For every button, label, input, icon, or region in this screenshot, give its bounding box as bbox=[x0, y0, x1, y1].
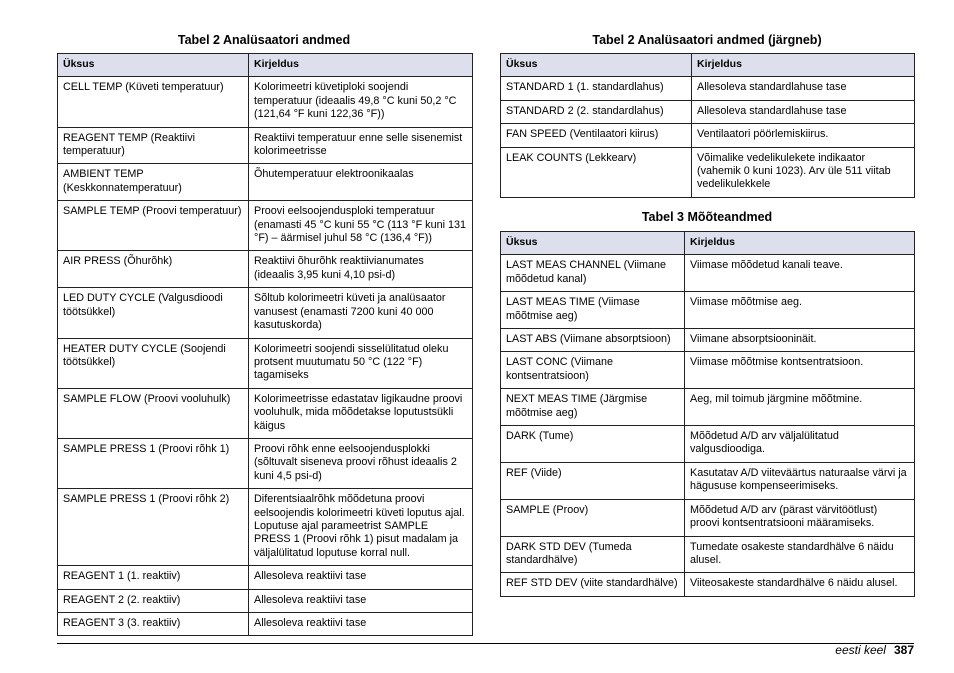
item-cell: LAST MEAS TIME (Viimase mõõtmise aeg) bbox=[501, 292, 685, 329]
description-cell: Reaktiivi temperatuur enne selle sisenemist kolorimeetrisse bbox=[249, 127, 473, 164]
footer-divider bbox=[57, 643, 914, 644]
description-cell: Viiteosakeste standardhälve 6 näidu alusel. bbox=[685, 573, 915, 596]
item-cell: DARK (Tume) bbox=[501, 426, 685, 463]
description-cell: Mõõdetud A/D arv väljalülitatud valgusdioodiga. bbox=[685, 426, 915, 463]
description-cell: Diferentsiaalrõhk mõõdetuna proovi eelsoojendis kolorimeetri küveti loputus ajal. Loputuse ajal parameetrist SAMPLE PRESS 1 (Proovi rõhk 1) pisut madalam ja väljalülitatud loputuse korral null. bbox=[249, 489, 473, 566]
table-row bbox=[501, 77, 915, 100]
item-cell: AMBIENT TEMP (Keskkonnatemperatuur) bbox=[58, 164, 249, 201]
description-cell: Viimase mõõtmise aeg. bbox=[685, 292, 915, 329]
column-header: Kirjeldus bbox=[685, 232, 915, 255]
description-cell: Proovi rõhk enne eelsoojendusplokki (sõltuvalt siseneva proovi rõhust ideaalis 2 kuni 4,5 psi-d) bbox=[249, 438, 473, 488]
table-row bbox=[501, 147, 915, 197]
description-cell: Tumedate osakeste standardhälve 6 näidu alusel. bbox=[685, 536, 915, 573]
item-cell: REAGENT 2 (2. reaktiiv) bbox=[58, 589, 249, 612]
description-cell: Ventilaatori pöörlemiskiirus. bbox=[692, 124, 915, 147]
table-row bbox=[58, 613, 473, 636]
table-row bbox=[58, 164, 473, 201]
column-header: Üksus bbox=[501, 54, 692, 77]
table-row bbox=[501, 573, 915, 596]
description-cell: Kolorimeetri soojendi sisselülitatud oleku protsent muutumatu 50 °C (122 °F) tagamiseks bbox=[249, 338, 473, 388]
table-row bbox=[58, 288, 473, 338]
column-header: Kirjeldus bbox=[692, 54, 915, 77]
table-row bbox=[58, 201, 473, 251]
description-cell: Allesoleva standardlahuse tase bbox=[692, 100, 915, 123]
description-cell: Allesoleva reaktiivi tase bbox=[249, 613, 473, 636]
description-cell: Allesoleva standardlahuse tase bbox=[692, 77, 915, 100]
table3-caption: Tabel 3 Mõõteandmed bbox=[641, 210, 773, 224]
table-header-row bbox=[58, 54, 473, 77]
column-header: Kirjeldus bbox=[249, 54, 473, 77]
item-cell: REAGENT TEMP (Reaktiivi temperatuur) bbox=[58, 127, 249, 164]
table-row bbox=[58, 438, 473, 488]
table-row bbox=[58, 589, 473, 612]
description-cell: Viimane absorptsiooninäit. bbox=[685, 329, 915, 352]
description-cell: Proovi eelsoojendusploki temperatuur (enamasti 45 °C kuni 55 °C (113 °F kuni 131 °F) – äärmisel juhul 58 °C (136,4 °F)) bbox=[249, 201, 473, 251]
item-cell: LED DUTY CYCLE (Valgusdioodi töötsükkel) bbox=[58, 288, 249, 338]
item-cell: SAMPLE TEMP (Proovi temperatuur) bbox=[58, 201, 249, 251]
table-row bbox=[501, 329, 915, 352]
description-cell: Viimase mõõdetud kanali teave. bbox=[685, 255, 915, 292]
table-row bbox=[58, 489, 473, 566]
description-cell: Kasutatav A/D viiteväärtus naturaalse värvi ja hägususe kompenseerimiseks. bbox=[685, 462, 915, 499]
item-cell: REF STD DEV (viite standardhälve) bbox=[501, 573, 685, 596]
item-cell: SAMPLE FLOW (Proovi vooluhulk) bbox=[58, 388, 249, 438]
table-row bbox=[58, 77, 473, 127]
item-cell: SAMPLE PRESS 1 (Proovi rõhk 2) bbox=[58, 489, 249, 566]
description-cell: Aeg, mil toimub järgmine mõõtmine. bbox=[685, 389, 915, 426]
item-cell: FAN SPEED (Ventilaatori kiirus) bbox=[501, 124, 692, 147]
table3-measurement-data bbox=[500, 231, 915, 597]
table-row bbox=[501, 426, 915, 463]
table-row bbox=[501, 536, 915, 573]
description-cell: Mõõdetud A/D arv (pärast värvitöötlust) proovi kontsentratsiooni määramiseks. bbox=[685, 499, 915, 536]
item-cell: NEXT MEAS TIME (Järgmise mõõtmise aeg) bbox=[501, 389, 685, 426]
item-cell: SAMPLE PRESS 1 (Proovi rõhk 1) bbox=[58, 438, 249, 488]
item-cell: LAST CONC (Viimane kontsentratsioon) bbox=[501, 352, 685, 389]
table2-continued-caption: Tabel 2 Analüsaatori andmed (järgneb) bbox=[592, 33, 822, 47]
column-header: Üksus bbox=[58, 54, 249, 77]
item-cell: STANDARD 2 (2. standardlahus) bbox=[501, 100, 692, 123]
table2-analyzer-data-continued bbox=[500, 53, 915, 198]
table-row bbox=[501, 100, 915, 123]
table-row bbox=[501, 499, 915, 536]
table-row bbox=[58, 251, 473, 288]
table-row bbox=[58, 127, 473, 164]
item-cell: REAGENT 1 (1. reaktiiv) bbox=[58, 566, 249, 589]
item-cell: REAGENT 3 (3. reaktiiv) bbox=[58, 613, 249, 636]
page-number: 387 bbox=[893, 643, 914, 657]
description-cell: Õhutemperatuur elektroonikaalas bbox=[249, 164, 473, 201]
description-cell: Võimalike vedelikulekete indikaator (vahemik 0 kuni 1023). Arv üle 511 viitab vedelikulekkele bbox=[692, 147, 915, 197]
item-cell: REF (Viide) bbox=[501, 462, 685, 499]
description-cell: Reaktiivi õhurõhk reaktiivianumates (ideaalis 3,95 kuni 4,10 psi-d) bbox=[249, 251, 473, 288]
table2-analyzer-data bbox=[57, 53, 473, 636]
table-header-row bbox=[501, 232, 915, 255]
item-cell: CELL TEMP (Küveti temperatuur) bbox=[58, 77, 249, 127]
page-footer bbox=[835, 643, 914, 657]
description-cell: Allesoleva reaktiivi tase bbox=[249, 589, 473, 612]
table-header-row bbox=[501, 54, 915, 77]
table-row bbox=[58, 566, 473, 589]
table2-caption: Tabel 2 Analüsaatori andmed bbox=[177, 33, 351, 47]
table-row bbox=[58, 388, 473, 438]
table-row bbox=[501, 462, 915, 499]
description-cell: Sõltub kolorimeetri küveti ja analüsaator vanusest (enamasti 7200 kuni 40 000 kasutuskorda) bbox=[249, 288, 473, 338]
description-cell: Viimase mõõtmise kontsentratsioon. bbox=[685, 352, 915, 389]
item-cell: LAST ABS (Viimane absorptsioon) bbox=[501, 329, 685, 352]
description-cell: Kolorimeetri küvetiploki soojendi temperatuur (ideaalis 49,8 °C kuni 50,2 °C (121,64 °F kuni 122,36 °F)) bbox=[249, 77, 473, 127]
item-cell: LAST MEAS CHANNEL (Viimane mõõdetud kanal) bbox=[501, 255, 685, 292]
table-row bbox=[58, 338, 473, 388]
column-header: Üksus bbox=[501, 232, 685, 255]
item-cell: LEAK COUNTS (Lekkearv) bbox=[501, 147, 692, 197]
table-row bbox=[501, 352, 915, 389]
item-cell: AIR PRESS (Õhurõhk) bbox=[58, 251, 249, 288]
description-cell: Kolorimeetrisse edastatav ligikaudne proovi vooluhulk, mida mõõdetakse loputustsükli käigus bbox=[249, 388, 473, 438]
footer-language: eesti keel bbox=[835, 643, 886, 657]
item-cell: HEATER DUTY CYCLE (Soojendi töötsükkel) bbox=[58, 338, 249, 388]
item-cell: STANDARD 1 (1. standardlahus) bbox=[501, 77, 692, 100]
item-cell: DARK STD DEV (Tumeda standardhälve) bbox=[501, 536, 685, 573]
table-row bbox=[501, 124, 915, 147]
table-row bbox=[501, 255, 915, 292]
table-row bbox=[501, 389, 915, 426]
table-row bbox=[501, 292, 915, 329]
item-cell: SAMPLE (Proov) bbox=[501, 499, 685, 536]
description-cell: Allesoleva reaktiivi tase bbox=[249, 566, 473, 589]
